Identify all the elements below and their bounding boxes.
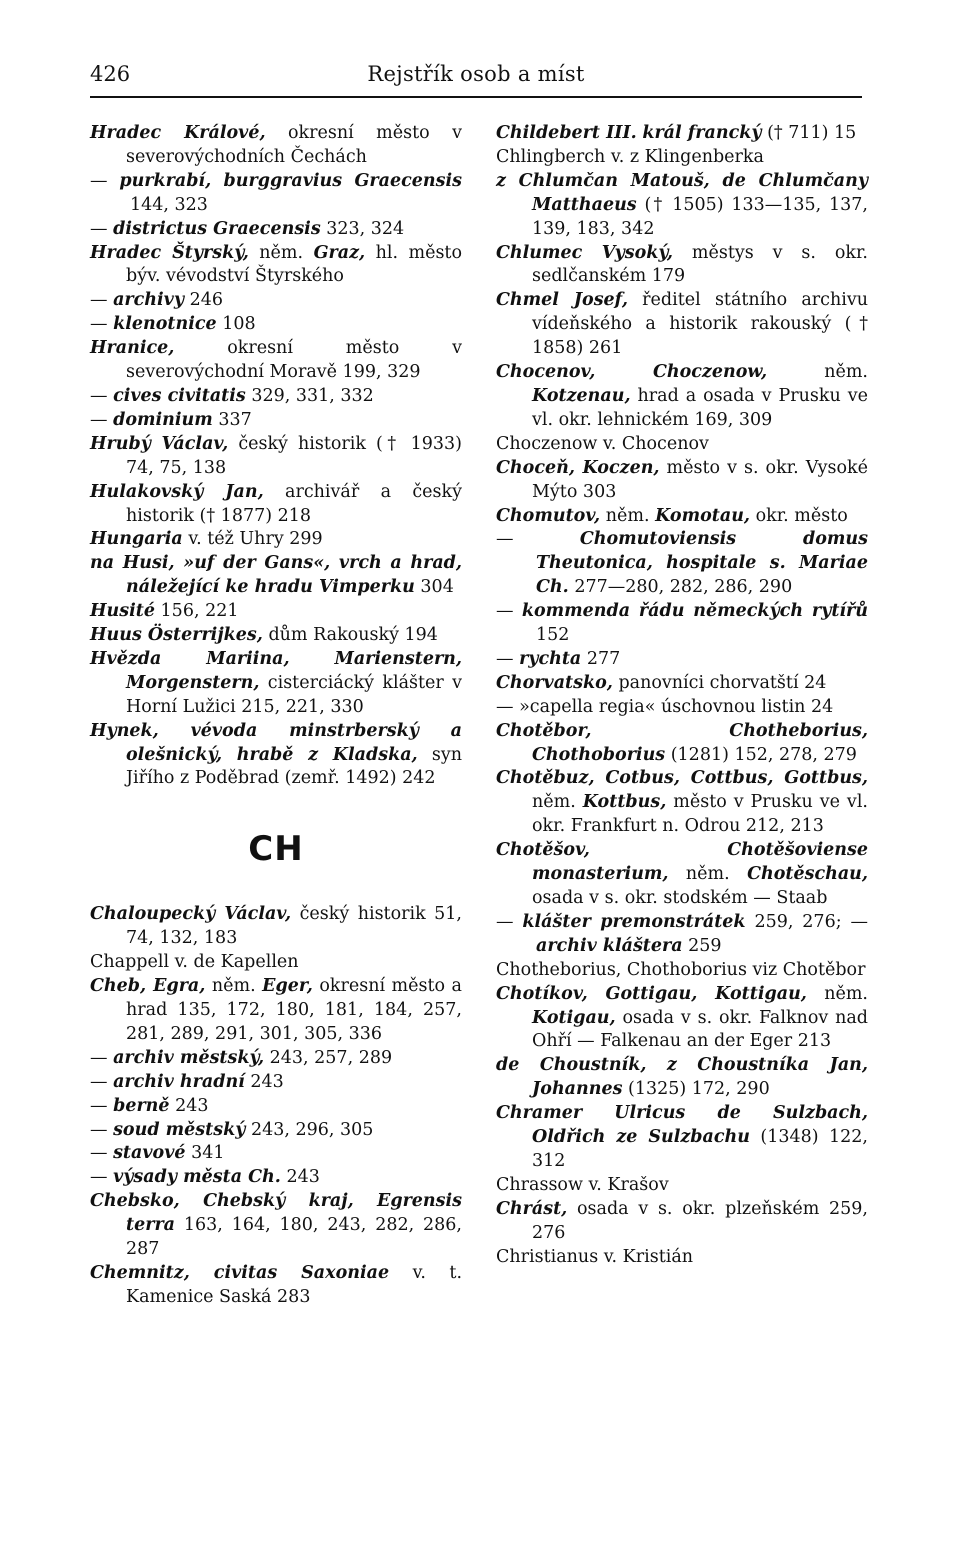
index-entry: Chlingberch v. z Klingenberka <box>496 146 764 167</box>
index-entry: — dominium 337 <box>90 409 252 430</box>
index-entry: Childebert III. král francký († 711) 15 <box>496 123 857 143</box>
page-title: Rejstřík osob a míst <box>367 62 585 86</box>
index-entry: Chotěšov, Chotěšoviense monasterium, něm. Chotěschau, osada v s. okr. stodském — Staab <box>496 840 868 908</box>
index-entry: Choceň, Koczen, město v s. okr. Vysoké Mýto 303 <box>496 457 868 502</box>
index-entry: Chotěbuz, Cotbus, Cottbus, Gottbus, něm. Kottbus, město v Prusku ve vl. okr. Frankfurt n. Odrou 212, 213 <box>496 768 868 837</box>
index-entry: Hungaria v. též Uhry 299 <box>90 529 323 550</box>
index-entry: — »capella regia« úschovnou listin 24 <box>496 696 834 717</box>
right-column <box>496 122 868 1270</box>
index-entry: Chocenov, Choczenow, něm. Kotzenau, hrad a osada v Prusku ve vl. okr. lehnickém 169, 309 <box>496 362 868 430</box>
index-entry: de Choustník, z Choustníka Jan, Johannes (1325) 172, 290 <box>496 1055 868 1100</box>
index-entry: — archiv městský, 243, 257, 289 <box>90 1047 393 1068</box>
index-entry: Chrást, osada v s. okr. plzeňském 259, 276 <box>496 1198 868 1243</box>
index-entry: Chomutov, něm. Komotau, okr. město <box>496 505 848 526</box>
index-entry: Chotíkov, Gottigau, Kottigau, něm. Kotigau, osada v s. okr. Falknov nad Ohří — Falkenau an der Eger 213 <box>496 983 868 1052</box>
index-entry: Chotheborius, Chothoborius viz Chotěbor <box>496 959 866 980</box>
index-entry: na Husi, »uf der Gans«, vrch a hrad, náležející ke hradu Vimperku 304 <box>90 553 462 598</box>
index-entry: Hvězda Mariina, Marienstern, Morgenstern, cisterciácký klášter v Horní Lužici 215, 221, 330 <box>90 648 462 717</box>
index-entry: Husité 156, 221 <box>90 601 239 622</box>
index-entry: Hrubý Václav, český historik († 1933) 74, 75, 138 <box>90 433 463 478</box>
index-entry: Huus Österrijkes, dům Rakouský 194 <box>90 625 438 646</box>
left-entries-after-heading <box>90 903 462 1309</box>
left-entries <box>90 122 462 791</box>
index-entry: — berně 243 <box>90 1095 209 1116</box>
right-entries <box>496 122 868 1270</box>
index-entry: Chramer Ulricus de Sulzbach, Oldřich ze Sulzbachu (1348) 122, 312 <box>496 1103 868 1171</box>
index-entry: — rychta 277 <box>496 648 621 669</box>
index-entry: — výsady města Ch. 243 <box>90 1167 320 1188</box>
index-entry: — archiv hradní 243 <box>90 1071 284 1092</box>
index-entry: — klenotnice 108 <box>90 314 256 335</box>
index-entry: — klášter premonstrátek 259, 276; — archiv kláštera 259 <box>496 911 868 956</box>
index-entry: z Chlumčan Matouš, de Chlumčany Matthaeus († 1505) 133—135, 137, 139, 183, 342 <box>496 170 868 239</box>
index-entry: Cheb, Egra, něm. Eger, okresní město a hrad 135, 172, 180, 181, 184, 257, 281, 289, 291, 301, 305, 336 <box>90 976 462 1044</box>
section-heading: CH <box>248 829 304 870</box>
index-entry: Christianus v. Kristián <box>496 1246 694 1267</box>
page-header <box>90 62 862 92</box>
index-entry: — archivy 246 <box>90 290 223 311</box>
index-entry: Hulakovský Jan, archivář a český historik († 1877) 218 <box>90 481 462 526</box>
left-column <box>90 122 462 1310</box>
index-entry: Chaloupecký Václav, český historik 51, 74, 132, 183 <box>90 904 462 949</box>
index-entry: Chmel Josef, ředitel státního archivu vídeňského a historik rakouský († 1858) 261 <box>496 290 868 359</box>
index-entry: Hynek, vévoda minstrberský a olešnický, hrabě z Kladska, syn Jiřího z Poděbrad (zemř. 1492) 242 <box>90 720 462 789</box>
index-entry: Choczenow v. Chocenov <box>496 433 709 454</box>
index-entry: Chorvatsko, panovníci chorvatští 24 <box>496 672 827 693</box>
index-entry: — stavové 341 <box>90 1143 225 1164</box>
index-entry: Chotěbor, Chotheborius, Chothoborius (1281) 152, 278, 279 <box>496 720 868 765</box>
index-entry: Chlumec Vysoký, městys v s. okr. sedlčanském 179 <box>496 242 868 287</box>
index-entry: — kommenda řádu německých rytířů 152 <box>496 601 868 646</box>
index-entry: — districtus Graecensis 323, 324 <box>90 218 405 239</box>
header-rule <box>90 96 862 98</box>
index-entry: — Chomutoviensis domus Theutonica, hospitale s. Mariae Ch. 277—280, 282, 286, 290 <box>496 529 868 598</box>
index-entry: Chappell v. de Kapellen <box>90 952 299 973</box>
index-entry: Hranice, okresní město v severovýchodní Moravě 199, 329 <box>90 338 462 383</box>
index-entry: Chrassow v. Krašov <box>496 1174 669 1195</box>
index-entry: Hradec Králové, okresní město v severovýchodních Čechách <box>90 123 462 167</box>
index-entry: Chebsko, Chebský kraj, Egrensis terra 163, 164, 180, 243, 282, 286, 287 <box>90 1191 462 1260</box>
page-number: 426 <box>90 62 131 86</box>
index-entry: Hradec Štyrský, něm. Graz, hl. město býv. vévodství Štyrského <box>90 242 462 287</box>
index-entry: — purkrabí, burggravius Graecensis 144, 323 <box>90 170 462 215</box>
index-entry: — cives civitatis 329, 331, 332 <box>90 385 374 406</box>
index-entry: Chemnitz, civitas Saxoniae v. t. Kamenice Saská 283 <box>90 1262 463 1307</box>
index-entry: — soud městský 243, 296, 305 <box>90 1119 374 1140</box>
